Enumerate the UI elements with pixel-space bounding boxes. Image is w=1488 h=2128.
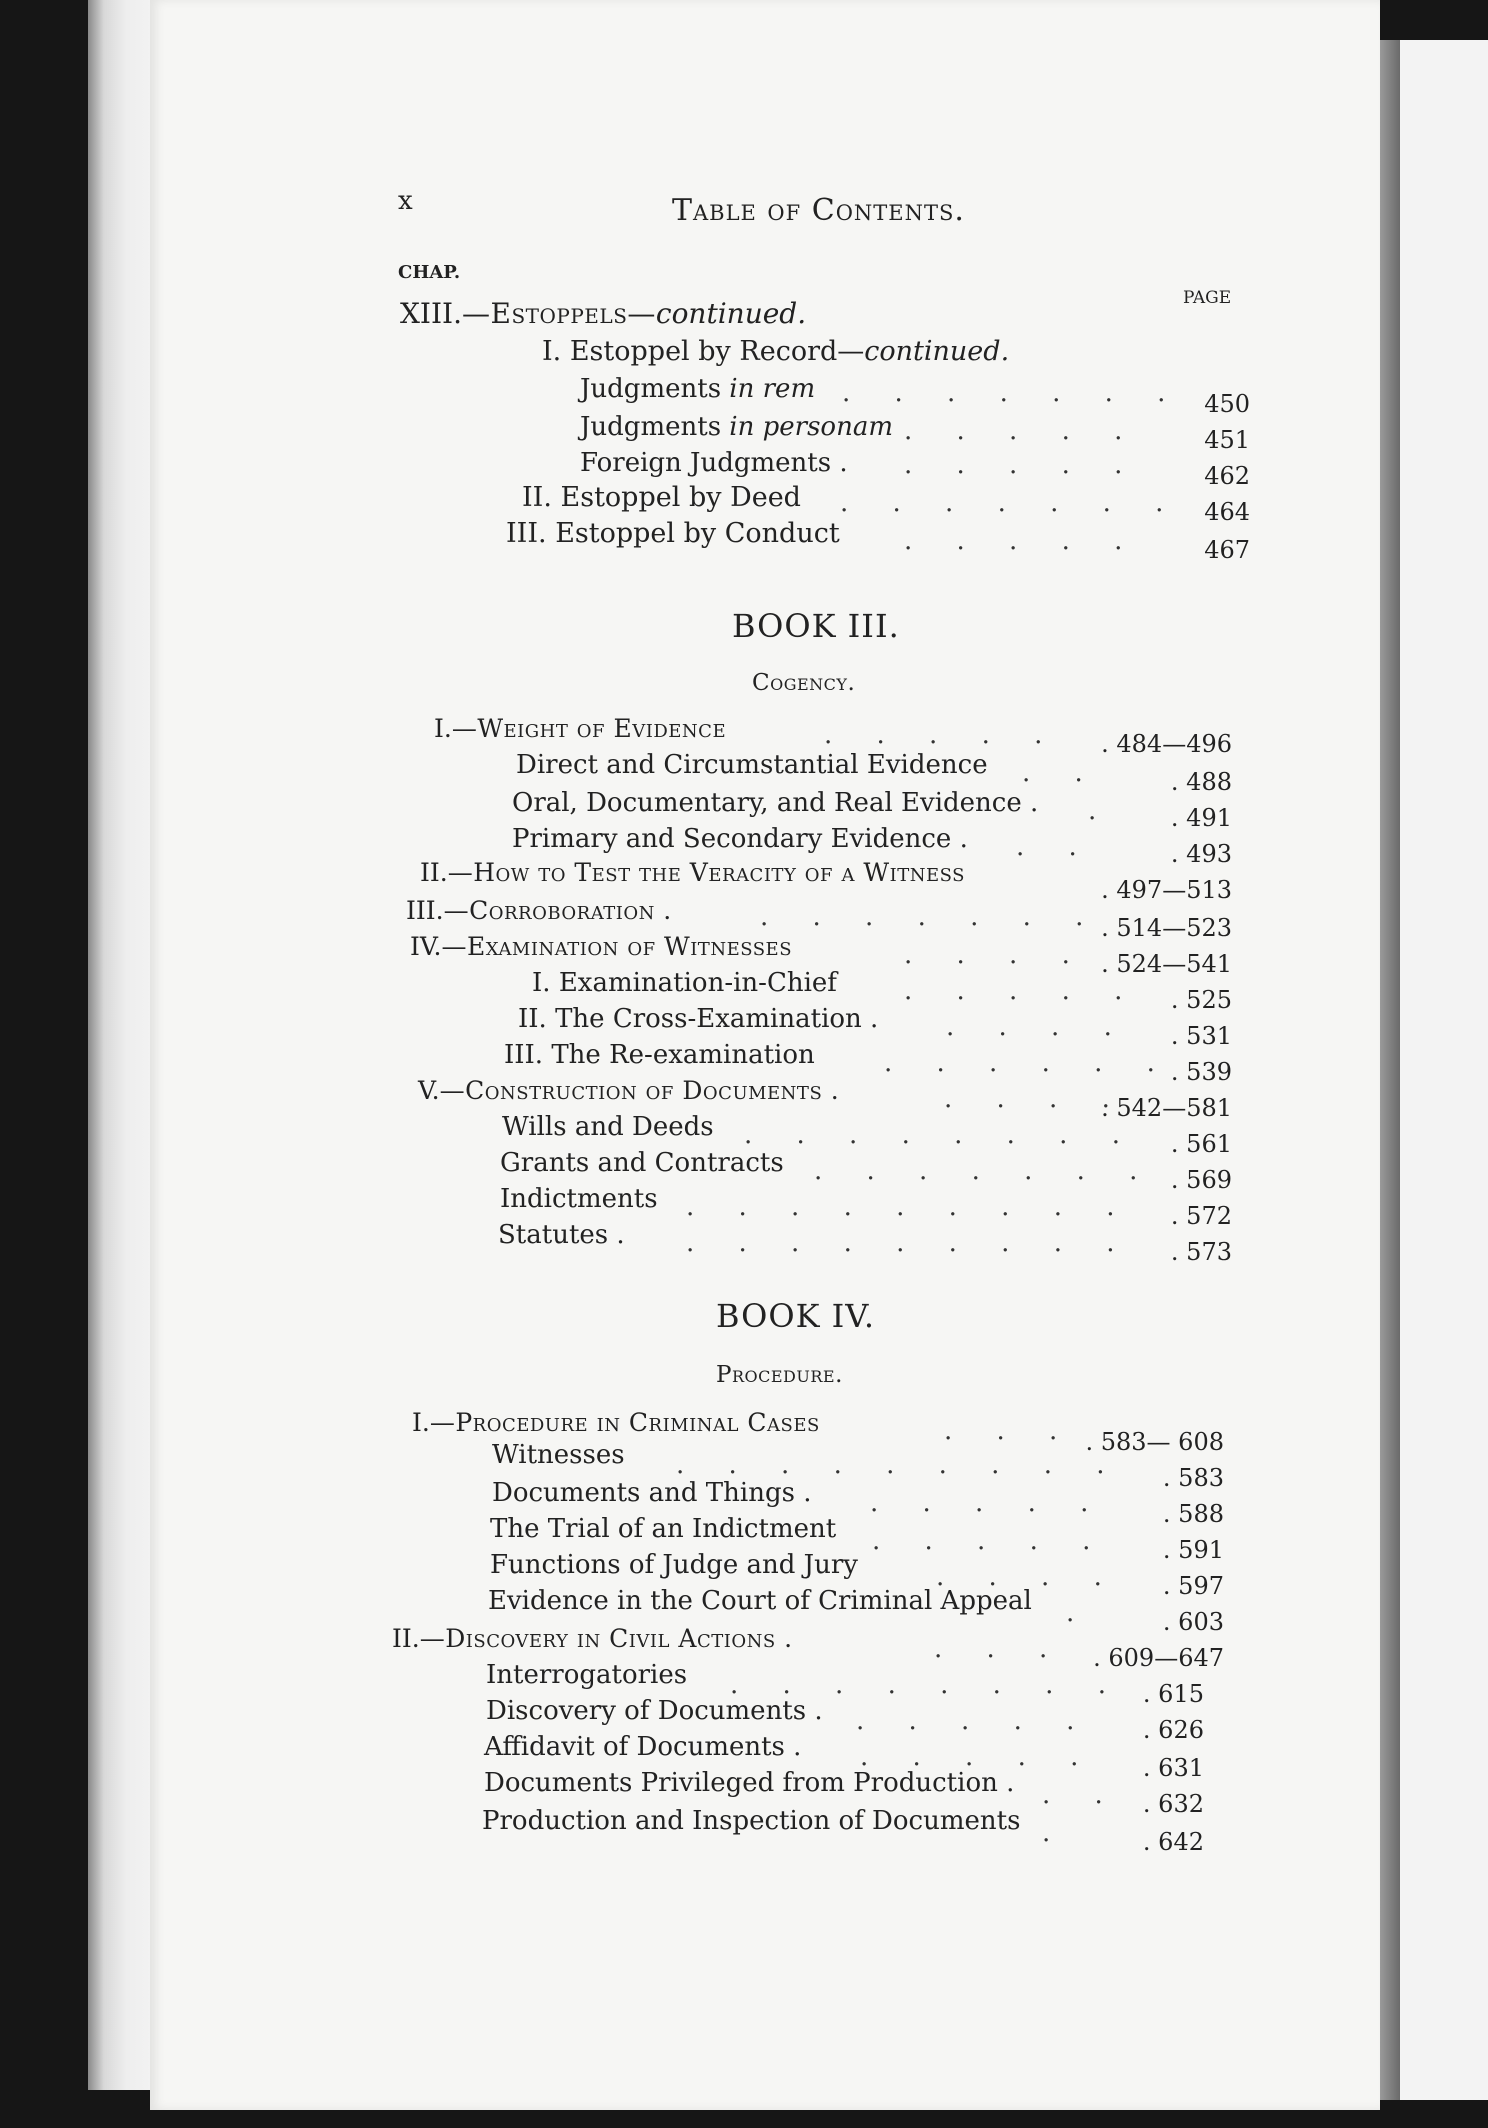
page-ref: 451 bbox=[1204, 426, 1250, 454]
leader-dots: . . bbox=[1016, 832, 1095, 862]
chapter-number: II. bbox=[392, 1624, 420, 1653]
chapter-title: —Weight of Evidence bbox=[451, 714, 727, 743]
page-ref: 462 bbox=[1204, 462, 1250, 490]
entry-title: Judgments bbox=[580, 412, 730, 442]
entry-number: III. bbox=[504, 1040, 544, 1070]
chapter-title: —Corroboration . bbox=[443, 896, 672, 925]
toc-entry-discovery-of-documents: Discovery of Documents . bbox=[486, 1696, 823, 1726]
leader-dots: . . bbox=[1022, 758, 1101, 788]
toc-entry-cross-examination bbox=[518, 1006, 878, 1032]
right-page-edge-shadow bbox=[1380, 40, 1400, 2100]
page-ref: . 591 bbox=[1162, 1536, 1224, 1564]
page-ref: . 615 bbox=[1142, 1680, 1204, 1708]
toc-entry-documents-and-things: Documents and Things . bbox=[492, 1478, 812, 1508]
chapter-number: II. bbox=[420, 858, 448, 887]
page-number: x bbox=[398, 186, 413, 216]
leader-dots: . bbox=[1042, 1818, 1069, 1848]
toc-entry-wills-and-deeds: Wills and Deeds bbox=[502, 1112, 714, 1142]
entry-title: Estoppel by Deed bbox=[560, 482, 801, 513]
leader-dots: . bbox=[1088, 796, 1115, 826]
toc-entry-functions-judge-jury: Functions of Judge and Jury bbox=[490, 1550, 858, 1580]
toc-entry-primary-secondary: Primary and Secondary Evidence . bbox=[512, 824, 968, 854]
running-title: Table of Contents. bbox=[672, 193, 965, 228]
toc-entry-examination-in-chief bbox=[532, 970, 837, 996]
page-ref: 467 bbox=[1204, 536, 1250, 564]
entry-title-italic: in rem bbox=[729, 374, 816, 404]
page-ref: . 588 bbox=[1162, 1500, 1224, 1528]
toc-entry-corroboration bbox=[406, 898, 672, 923]
chapter-number: XIII. bbox=[400, 297, 463, 330]
entry-number: III. bbox=[506, 518, 547, 549]
page-ref: . 488 bbox=[1170, 768, 1232, 796]
page-ref: . 542—581 bbox=[1101, 1094, 1232, 1122]
leader-dots: . bbox=[1066, 1598, 1093, 1628]
chapter-number: I. bbox=[434, 714, 452, 743]
toc-entry-documents-privileged: Documents Privileged from Production . bbox=[484, 1768, 1015, 1798]
toc-entry-veracity-of-witness bbox=[420, 860, 965, 885]
leader-dots: . . . . . . . bbox=[840, 488, 1182, 518]
right-margin bbox=[1400, 40, 1488, 2100]
page-ref: . 514—523 bbox=[1101, 914, 1232, 942]
page-ref: . 572 bbox=[1170, 1202, 1232, 1230]
page-ref: . 609—647 bbox=[1093, 1644, 1224, 1672]
leader-dots: . . . . bbox=[904, 940, 1088, 970]
toc-entry-interrogatories: Interrogatories bbox=[486, 1660, 688, 1690]
page-ref: . 491 bbox=[1170, 804, 1232, 832]
leader-dots: . . . . . bbox=[904, 416, 1141, 446]
leader-dots: . . . . . . . . . bbox=[686, 1228, 1133, 1258]
chap-column-label: CHAP. bbox=[398, 262, 461, 283]
page-ref: . 539 bbox=[1170, 1058, 1232, 1086]
page-ref: . 642 bbox=[1142, 1828, 1204, 1856]
chapter-number: IV. bbox=[410, 932, 442, 961]
page-ref: . 597 bbox=[1162, 1572, 1224, 1600]
toc-entry-judgments-in-personam bbox=[580, 414, 893, 440]
chapter-title: —Examination of Witnesses bbox=[441, 932, 793, 961]
leader-dots: . . bbox=[1042, 1780, 1121, 1810]
leader-dots: . . . . . bbox=[860, 1742, 1097, 1772]
toc-entry-oral-documentary-real: Oral, Documentary, and Real Evidence . bbox=[512, 788, 1039, 818]
leader-dots: . . . . bbox=[944, 1084, 1128, 1114]
toc-entry-construction-of-documents bbox=[418, 1078, 839, 1103]
chapter-title: —Discovery in Civil Actions . bbox=[419, 1624, 793, 1653]
toc-entry-estoppel-by-record bbox=[542, 338, 1009, 365]
leader-dots: . . . . . . bbox=[884, 1048, 1173, 1078]
entry-number: II. bbox=[518, 1004, 547, 1034]
page-ref: . 561 bbox=[1170, 1130, 1232, 1158]
page-ref: . 493 bbox=[1170, 840, 1232, 868]
toc-entry-witnesses: Witnesses bbox=[492, 1440, 625, 1470]
leader-dots: . . . . . bbox=[904, 450, 1141, 480]
page-ref: . 573 bbox=[1170, 1238, 1232, 1266]
leader-dots: . . . bbox=[934, 1634, 1066, 1664]
leader-dots: . . . . . . . bbox=[842, 378, 1184, 408]
leader-dots: . . . . bbox=[936, 1562, 1120, 1592]
entry-title: The Re-examination bbox=[551, 1040, 815, 1070]
leader-dots: . . . . . bbox=[856, 1706, 1093, 1736]
entry-title: Examination-in-Chief bbox=[558, 968, 837, 998]
leader-dots: . . . . . . . . bbox=[744, 1120, 1138, 1150]
page-ref: . 525 bbox=[1170, 986, 1232, 1014]
page-column-label: PAGE bbox=[1183, 288, 1232, 308]
entry-title: Estoppel by Record— bbox=[569, 336, 865, 367]
toc-entry-estoppel-by-deed bbox=[522, 484, 801, 511]
entry-number: I. bbox=[532, 968, 551, 998]
toc-entry-indictments: Indictments bbox=[500, 1184, 658, 1214]
leader-dots: . . . . . . . bbox=[760, 902, 1102, 932]
book-heading: BOOK III. bbox=[732, 607, 900, 645]
page-ref: . 484—496 bbox=[1101, 730, 1232, 758]
leader-dots: . . . . bbox=[946, 1012, 1130, 1042]
toc-entry-procedure-criminal-cases bbox=[412, 1410, 820, 1435]
toc-entry-judgments-in-rem bbox=[580, 376, 815, 402]
chapter-title: —Estoppels— bbox=[462, 297, 656, 330]
page-ref: . 626 bbox=[1142, 1716, 1204, 1744]
chapter-number: V. bbox=[418, 1076, 440, 1105]
continued-label: continued. bbox=[655, 297, 807, 330]
toc-entry-production-inspection: Production and Inspection of Documents bbox=[482, 1806, 1021, 1836]
leader-dots: . . . . . . . . bbox=[730, 1670, 1124, 1700]
leader-dots: . . . bbox=[944, 1416, 1076, 1446]
entry-number: I. bbox=[542, 336, 562, 367]
chapter-title: —Procedure in Criminal Cases bbox=[429, 1408, 820, 1437]
continued-label: continued. bbox=[864, 336, 1010, 367]
toc-entry-examination-of-witnesses bbox=[410, 934, 792, 959]
chapter-number: I. bbox=[412, 1408, 430, 1437]
entry-title: Judgments bbox=[580, 374, 730, 404]
page-ref: . 583— 608 bbox=[1085, 1428, 1224, 1456]
page-ref: . 569 bbox=[1170, 1166, 1232, 1194]
left-page-edge bbox=[88, 0, 152, 2090]
chapter-title: —Construction of Documents . bbox=[439, 1076, 840, 1105]
page-ref: 464 bbox=[1204, 498, 1250, 526]
leader-dots: . . . . . bbox=[872, 1526, 1109, 1556]
toc-entry-trial-of-indictment: The Trial of an Indictment bbox=[490, 1514, 837, 1544]
leader-dots: . . . . . bbox=[904, 526, 1141, 556]
book-subtitle: Cogency. bbox=[752, 670, 856, 696]
toc-entry-affidavit-of-documents: Affidavit of Documents . bbox=[484, 1732, 802, 1762]
toc-entry-weight-of-evidence bbox=[434, 716, 726, 741]
leader-dots: . . . . . bbox=[904, 976, 1141, 1006]
entry-title: The Cross-Examination . bbox=[555, 1004, 879, 1034]
page-ref: . 524—541 bbox=[1101, 950, 1232, 978]
page-ref: . 631 bbox=[1142, 1754, 1204, 1782]
page-ref: 450 bbox=[1204, 390, 1250, 418]
entry-title: Estoppel by Conduct bbox=[555, 518, 840, 549]
page-ref: . 497—513 bbox=[1101, 876, 1232, 904]
leader-dots: . . . . . bbox=[824, 720, 1061, 750]
toc-entry-discovery-civil-actions bbox=[392, 1626, 793, 1651]
toc-entry-estoppel-by-conduct bbox=[506, 520, 840, 547]
page-ref: . 632 bbox=[1142, 1790, 1204, 1818]
toc-entry-court-criminal-appeal: Evidence in the Court of Criminal Appeal bbox=[488, 1586, 1032, 1616]
toc-entry-estoppels bbox=[400, 297, 807, 330]
page-ref: . 531 bbox=[1170, 1022, 1232, 1050]
page-ref: . 583 bbox=[1162, 1464, 1224, 1492]
leader-dots: . . . . . . . bbox=[814, 1156, 1156, 1186]
toc-entry-direct-circumstantial: Direct and Circumstantial Evidence bbox=[516, 750, 988, 780]
toc-entry-statutes: Statutes . bbox=[498, 1220, 625, 1250]
leader-dots: . . . . . bbox=[870, 1488, 1107, 1518]
book-heading: BOOK IV. bbox=[716, 1297, 875, 1335]
entry-title-italic: in personam bbox=[729, 412, 893, 442]
leader-dots: . . . . . . . . . bbox=[686, 1192, 1133, 1222]
toc-entry-re-examination bbox=[504, 1042, 815, 1068]
entry-number: II. bbox=[522, 482, 552, 513]
chapter-number: III. bbox=[406, 896, 444, 925]
toc-entry-grants-and-contracts: Grants and Contracts bbox=[500, 1148, 784, 1178]
chapter-title: —How to Test the Veracity of a Witness bbox=[447, 858, 965, 887]
book-subtitle: Procedure. bbox=[716, 1362, 843, 1388]
leader-dots: . . . . . . . . . bbox=[676, 1450, 1123, 1480]
page-ref: . 603 bbox=[1162, 1608, 1224, 1636]
toc-entry-foreign-judgments: Foreign Judgments . bbox=[580, 448, 848, 478]
